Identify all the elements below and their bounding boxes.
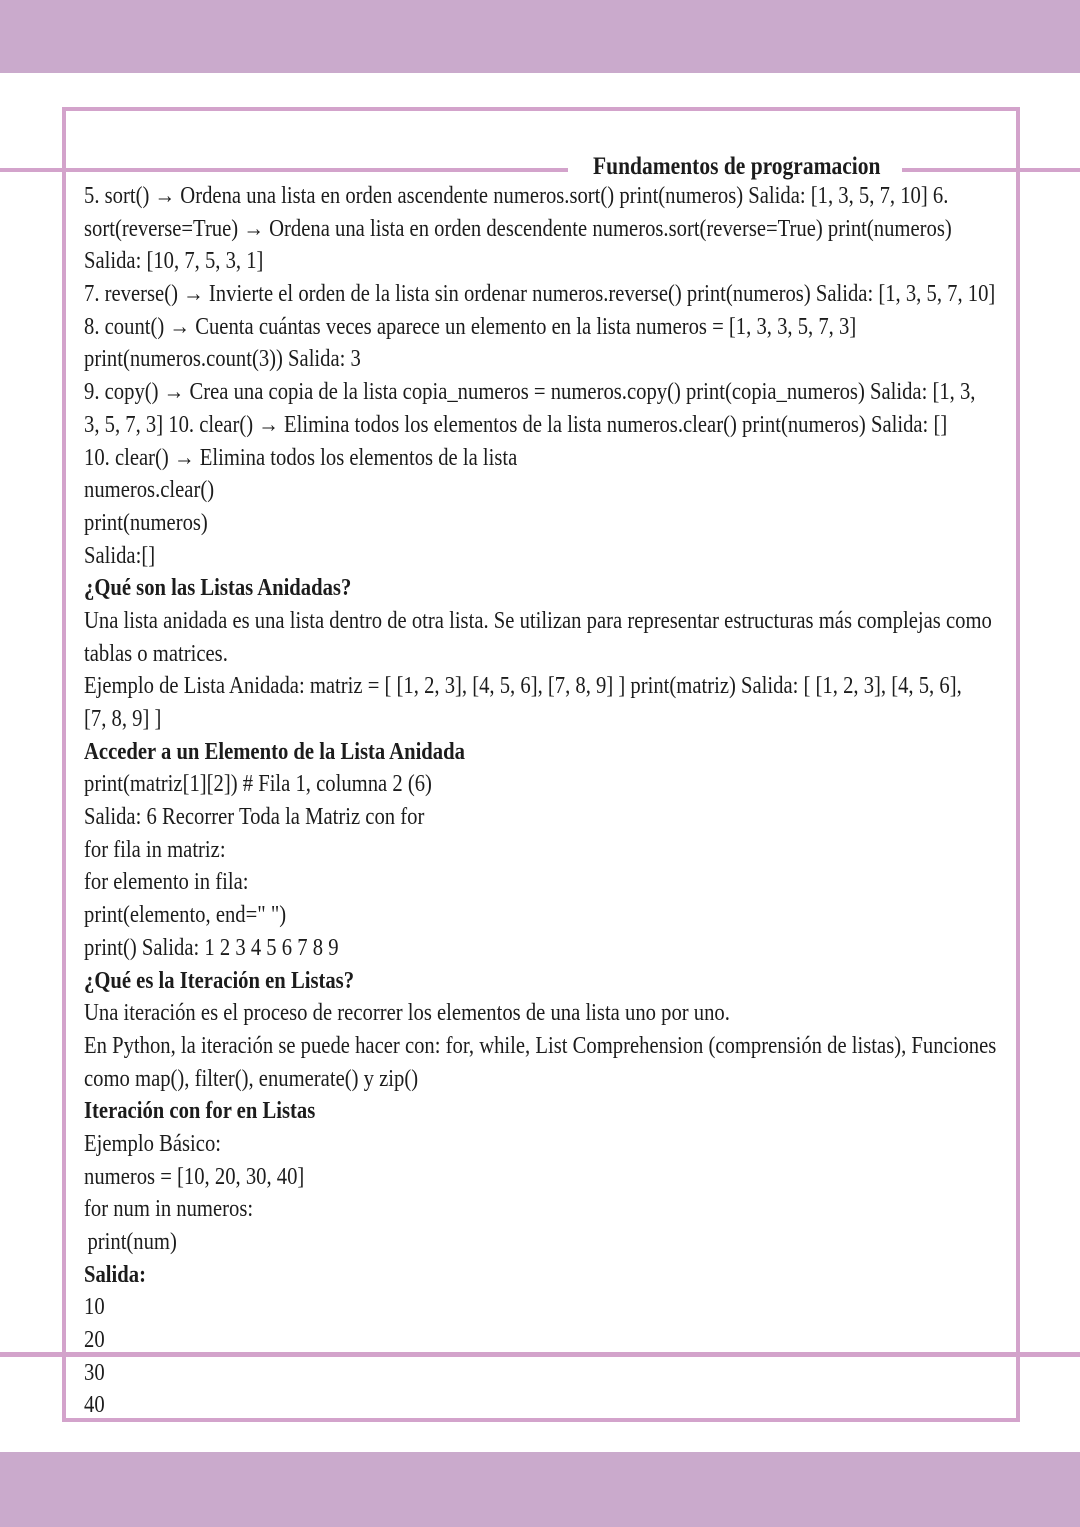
section-heading: ¿Qué es la Iteración en Listas? (84, 967, 355, 994)
text-line: Ejemplo de Lista Anidada: matriz = [ [1, 2, 3], [4, 5, 6], [7, 8, 9] ] print(matriz) Salida: [ [1, 2, 3], [4, 5, 6], (84, 673, 962, 700)
text-line: 10 (84, 1294, 105, 1321)
section-heading: Acceder a un Elemento de la Lista Anidada (84, 738, 465, 765)
text-line: print() Salida: 1 2 3 4 5 6 7 8 9 (84, 934, 339, 961)
text-line: Salida:[] (84, 542, 156, 569)
header-rule-right (902, 168, 1080, 172)
text-line: Salida: 6 Recorrer Toda la Matriz con for (84, 804, 425, 831)
section-heading: ¿Qué son las Listas Anidadas? (84, 575, 352, 602)
section-heading: Iteración con for en Listas (84, 1098, 316, 1125)
text-line: sort(reverse=True) → Ordena una lista en orden descendente numeros.sort(reverse=True) print(numeros) (84, 215, 952, 242)
text-line: Una lista anidada es una lista dentro de otra lista. Se utilizan para representar estructuras más complejas como (84, 607, 992, 634)
bottom-band (0, 1452, 1080, 1527)
top-band (0, 0, 1080, 73)
text-line: 7. reverse() → Invierte el orden de la lista sin ordenar numeros.reverse() print(numeros) Salida: [1, 3, 5, 7, 10] (84, 281, 996, 308)
text-line: 8. count() → Cuenta cuántas veces aparece un elemento en la lista numeros = [1, 3, 3, 5, 7, 3] (84, 313, 857, 340)
header-rule-left (0, 168, 568, 172)
text-line: Salida: [10, 7, 5, 3, 1] (84, 248, 264, 275)
text-line: como map(), filter(), enumerate() y zip() (84, 1065, 419, 1092)
text-line: tablas o matrices. (84, 640, 228, 667)
text-line: print(elemento, end=" ") (84, 902, 287, 929)
text-line: En Python, la iteración se puede hacer con: for, while, List Comprehension (comprensión de listas), Funciones (84, 1032, 997, 1059)
text-line: for fila in matriz: (84, 836, 226, 863)
text-line: 40 (84, 1392, 105, 1419)
text-line: numeros = [10, 20, 30, 40] (84, 1163, 305, 1190)
text-line: 5. sort() → Ordena una lista en orden ascendente numeros.sort() print(numeros) Salida: [1, 3, 5, 7, 10] 6. (84, 183, 949, 209)
document-body (84, 180, 997, 1422)
section-heading: Salida: (84, 1261, 146, 1288)
text-line: numeros.clear() (84, 477, 215, 504)
text-line: Ejemplo Básico: (84, 1130, 222, 1157)
text-line: print(numeros.count(3)) Salida: 3 (84, 346, 361, 373)
text-line: [7, 8, 9] ] (84, 706, 162, 732)
text-line: 20 (84, 1327, 105, 1354)
text-line: for num in numeros: (84, 1196, 254, 1223)
text-line: print(num) (87, 1229, 177, 1255)
page-header-title: Fundamentos de programacion (593, 151, 886, 183)
text-line: print(numeros) (84, 509, 208, 536)
text-line: print(matriz[1][2]) # Fila 1, columna 2 (6) (84, 771, 432, 798)
text-line: 30 (84, 1359, 105, 1386)
text-line: 10. clear() → Elimina todos los elementos de la lista (84, 444, 518, 471)
text-line: for elemento in fila: (84, 869, 249, 896)
text-line: 3, 5, 7, 3] 10. clear() → Elimina todos los elementos de la lista numeros.clear() print(numeros) Salida: [] (84, 411, 948, 438)
text-line: 9. copy() → Crea una copia de la lista copia_numeros = numeros.copy() print(copia_numeros) Salida: [1, 3, (84, 379, 976, 406)
text-line: Una iteración es el proceso de recorrer los elementos de una lista uno por uno. (84, 1000, 730, 1027)
